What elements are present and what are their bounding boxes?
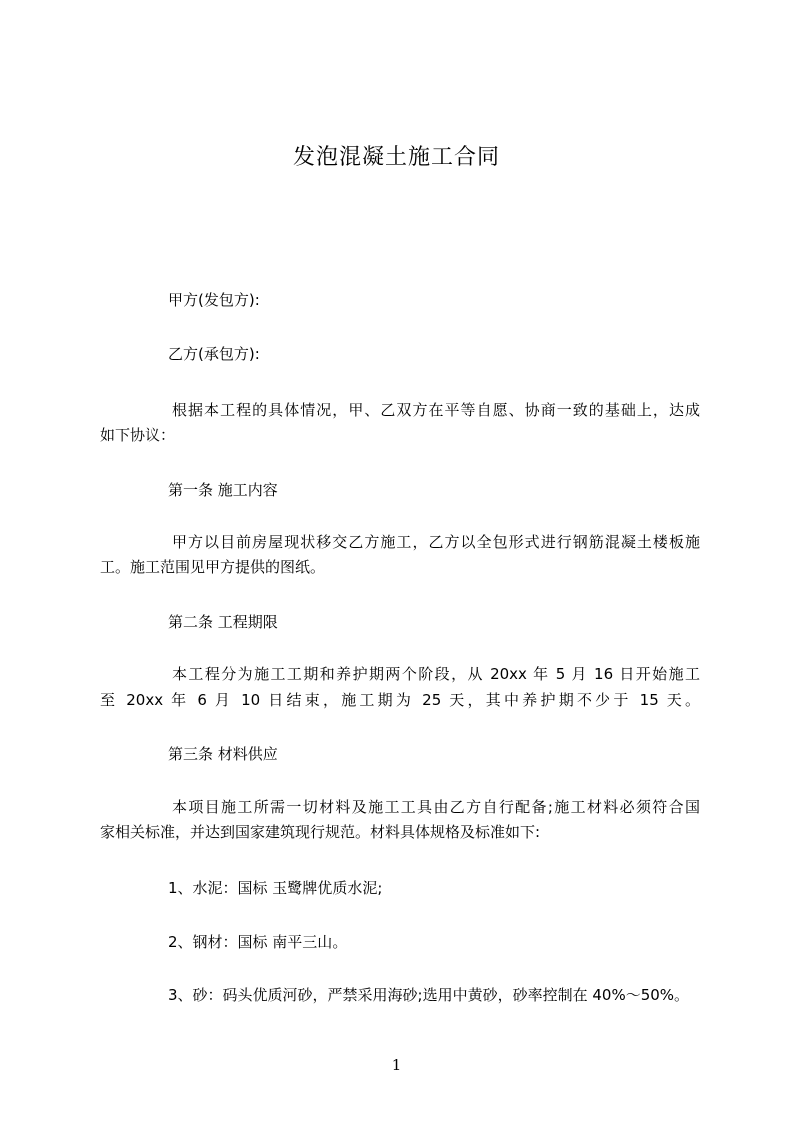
article-2-line-2: 至 20xx 年 6 月 10 日结束，施工期为 25 天，其中养护期不少于 15 天。	[100, 691, 700, 709]
material-item-cement: 1、水泥：国标 玉鹭牌优质水泥;	[168, 879, 383, 897]
intro-line-2: 如下协议：	[100, 426, 176, 444]
article-1-line-2: 工。施工范围见甲方提供的图纸。	[100, 558, 326, 576]
material-item-steel: 2、钢材：国标 南平三山。	[168, 933, 348, 951]
article-3-line-1: 本项目施工所需一切材料及施工工具由乙方自行配备;施工材料必须符合国	[172, 798, 700, 816]
article-1-heading: 第一条 施工内容	[168, 481, 278, 499]
party-b-label: 乙方(承包方):	[168, 345, 260, 363]
intro-line-1: 根据本工程的具体情况，甲、乙双方在平等自愿、协商一致的基础上，达成	[172, 401, 700, 419]
article-2-line-1: 本工程分为施工工期和养护期两个阶段，从 20xx 年 5 月 16 日开始施工	[172, 665, 700, 683]
page-number: 1	[391, 1056, 402, 1074]
party-a-label: 甲方(发包方):	[168, 291, 260, 309]
article-2-heading: 第二条 工程期限	[168, 613, 278, 631]
document-title: 发泡混凝土施工合同	[292, 145, 500, 170]
material-item-sand: 3、砂：码头优质河砂，严禁采用海砂;选用中黄砂，砂率控制在 40%～50%。	[168, 986, 690, 1004]
article-1-line-1: 甲方以目前房屋现状移交乙方施工，乙方以全包形式进行钢筋混凝土楼板施	[172, 533, 700, 551]
article-3-heading: 第三条 材料供应	[168, 745, 278, 763]
article-3-line-2: 家相关标准，并达到国家建筑现行规范。材料具体规格及标准如下:	[100, 823, 541, 841]
